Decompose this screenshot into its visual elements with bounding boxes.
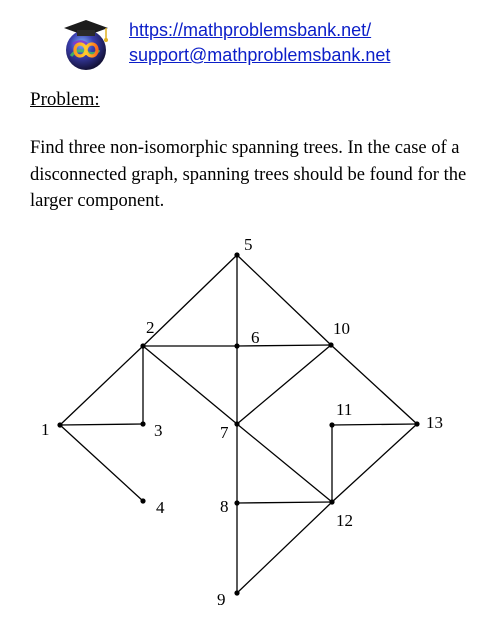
graph-vertex-label-5: 5 bbox=[244, 235, 253, 254]
graph-edge-1-2 bbox=[60, 346, 143, 425]
problem-heading: Problem: bbox=[30, 89, 100, 110]
graph-vertex-3 bbox=[140, 421, 145, 426]
graph-vertex-13 bbox=[414, 421, 419, 426]
graph-vertex-12 bbox=[329, 499, 334, 504]
graph-vertex-label-9: 9 bbox=[217, 590, 226, 609]
graph-vertex-4 bbox=[140, 498, 145, 503]
website-link[interactable]: https://mathproblemsbank.net/ bbox=[129, 20, 372, 40]
graph-vertex-8 bbox=[234, 500, 239, 505]
graph-vertex-label-8: 8 bbox=[220, 497, 229, 516]
graph-edge-1-3 bbox=[60, 424, 143, 425]
graph-vertex-11 bbox=[329, 422, 334, 427]
graph-edge-2-5 bbox=[143, 255, 237, 346]
graph-vertex-10 bbox=[328, 342, 333, 347]
graph-edge-9-12 bbox=[237, 502, 332, 593]
graph-vertex-label-1: 1 bbox=[41, 420, 50, 439]
graph-vertex-label-7: 7 bbox=[220, 423, 229, 442]
graph-vertex-label-13: 13 bbox=[426, 413, 443, 432]
support-email-link[interactable]: support@mathproblemsbank.net bbox=[129, 45, 391, 65]
graph-edge-12-13 bbox=[332, 424, 417, 502]
graph-edge-8-12 bbox=[237, 502, 332, 503]
graph-vertex-label-2: 2 bbox=[146, 318, 155, 337]
graph-edge-1-4 bbox=[60, 425, 143, 501]
graph-vertex-label-6: 6 bbox=[251, 328, 260, 347]
problem-statement: Find three non-isomorphic spanning trees. In the case of a disconnected graph, spanning trees should be found for the larger component. bbox=[30, 138, 467, 211]
graph-edge-2-7 bbox=[143, 346, 237, 424]
graph-edge-11-13 bbox=[332, 424, 417, 425]
graph-vertex-5 bbox=[234, 252, 239, 257]
graph-vertex-2 bbox=[140, 343, 145, 348]
graph-vertex-1 bbox=[57, 422, 62, 427]
graph-vertex-label-10: 10 bbox=[333, 319, 350, 338]
graph-edge-7-10 bbox=[237, 345, 331, 424]
graph-edge-7-12 bbox=[237, 424, 332, 502]
graph-vertex-6 bbox=[234, 343, 239, 348]
graph-vertex-9 bbox=[234, 590, 239, 595]
graph-vertex-label-4: 4 bbox=[156, 498, 165, 517]
graph-vertex-label-3: 3 bbox=[154, 421, 163, 440]
graph-vertex-label-12: 12 bbox=[336, 511, 353, 530]
graph-vertex-7 bbox=[234, 421, 239, 426]
graph-vertex-label-11: 11 bbox=[336, 400, 353, 419]
